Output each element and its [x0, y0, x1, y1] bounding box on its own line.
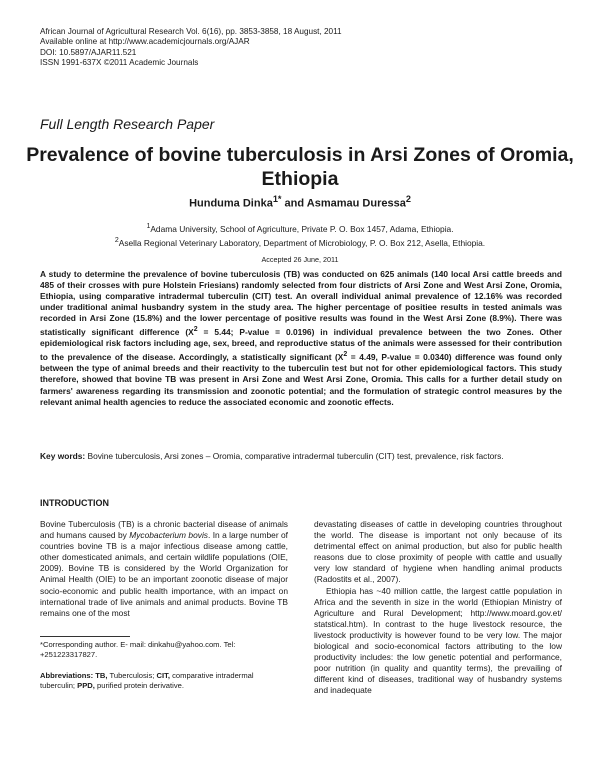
journal-citation: African Journal of Agricultural Research Vol. 6(16), pp. 3853-3858, 18 August, 2011: [40, 27, 342, 36]
intro-paragraph: Bovine Tuberculosis (TB) is a chronic bacterial disease of animals and humans caused by Mycobacterium bovis. In a large number of countries bovine TB is a major infectious disease among cattle, other domesticated animals, and certain wildlife populations (OIE, 2009). Bovine TB is considered by the World Organization for Animal Health (OIE) to be an important zoonotic disease of major socio-economic and public health importance, with an impact on international trade of live animals and animal products. Bovine TB remains one of the most: [40, 519, 288, 618]
journal-masthead: [40, 27, 342, 68]
issn: ISSN 1991-637X ©2011 Academic Journals: [40, 57, 199, 67]
abbreviations: Abbreviations: TB, Tuberculosis; CIT, comparative intradermal tuberculin; PPD, purified protein derivative.: [40, 671, 254, 690]
intro-column-right: [314, 519, 562, 697]
affiliation-1: $^1$Adama University, School of Agriculture, Private P. O. Box 1457, Adama, Ethiopia.: [146, 223, 454, 234]
affiliations: [20, 221, 580, 249]
footnote-divider: [40, 636, 130, 637]
author-list: [20, 194, 580, 210]
author-conjunction: and: [284, 197, 305, 210]
keywords-text: Bovine tuberculosis, Arsi zones – Oromia, comparative intradermal tuberculin (CIT) test, prevalence, risk factors.: [85, 451, 504, 461]
keywords-label: Key words:: [40, 451, 86, 461]
corresponding-author-footnote: *Corresponding author. E- mail: dinkahu@yahoo.com. Tel: +251223317827.: [40, 640, 236, 659]
intro-paragraph: Ethiopia has ~40 million cattle, the largest cattle population in Africa and the seventh in size in the world (Ethiopian Ministry of Agriculture and Rural Development; http://www.moard.gov.et/ statstical.htm). In contrast to the huge livestock resource, the livestock productivity is however found to be very low. The major biological and socio-economical factors attributing to the low productivity includes: the low genetic potential and performance, poor nutrition (in quality and quantity terms), the prevailing of different kind of diseases, traditional way of husbandry systems and inadequate: [314, 585, 562, 696]
paper-type: Full Length Research Paper: [40, 116, 215, 132]
keywords: [40, 451, 562, 462]
section-heading-introduction: INTRODUCTION: [40, 498, 109, 508]
author-2-affil: 2: [405, 194, 411, 204]
doi: DOI: 10.5897/AJAR11.521: [40, 47, 137, 57]
affiliation-2: $^2$Asella Regional Veterinary Laboratory, Department of Microbiology, P. O. Box 212, Asella, Ethiopia.: [114, 236, 486, 248]
author-2: Asmamau Duressa: [306, 197, 406, 210]
intro-paragraph: devastating diseases of cattle in developing countries throughout the world. The disease is important not only because of its detrimental effect on animal production, but also for public health reasons due to close proximity of people with cattle and usually very low standard of hygiene when handling animal products (Radostits et al., 2007).: [314, 519, 562, 585]
author-1: Hunduma Dinka: [189, 197, 273, 210]
online-availability: Available online at http://www.academicjournals.org/AJAR: [40, 37, 250, 47]
species-name: Mycobacterium bovis: [129, 530, 208, 541]
corresponding-mark: *: [277, 194, 282, 204]
accepted-date: Accepted 26 June, 2011: [261, 255, 339, 264]
abstract: A study to determine the prevalence of bovine tuberculosis (TB) was conducted on 625 animals (140 local Arsi cattle breeds and 485 of their crosses with pure Holstein Friesians) randomly selected from four districts of Arsi Zone and West Arsi Zone, Oromia, Ethiopia, using comparative intradermal tuberculin (CIT) test. An overall individual animal prevalence of 12.16% was recorded under traditional animal husbandry system in the study area. The higher percentage of positiee results in tested animals was recorded in Arsi Zone (15.8%) and the lower percentage of positive results was found in the West Arsi Zone (8.9%). There was statistically significant difference ($X^2 = 5.44$; P-value = 0.0196) in individual prevalence between the two Zones. Other epidemiological risk factors including age, sex, breed, and reproductive status of the animals were assessed for their contribution to the prevalence of the disease. Accordingly, a statistically significant ($X^2 = 4.49$, P-value = 0.0340) difference was found only between the type of animal breeds and their reactivity to the tuberculin test but not for other epidemiological factors. This study therefore, showed that bovine TB was present in Arsi Zone and West Arsi Zone, Oromia. This calls for a further detail study on farmers' awareness regarding its transmission and zoonotic potential; and the formulation of strategic control measures by the relevant animal health agencies to reduce the associated economic and zoonotic effects.: [40, 269, 562, 407]
intro-column-left: [40, 519, 288, 619]
author-1-affil: 1: [272, 194, 278, 204]
paper-title: Prevalence of bovine tuberculosis in Arsi Zones of Oromia, Ethiopia: [26, 144, 574, 190]
